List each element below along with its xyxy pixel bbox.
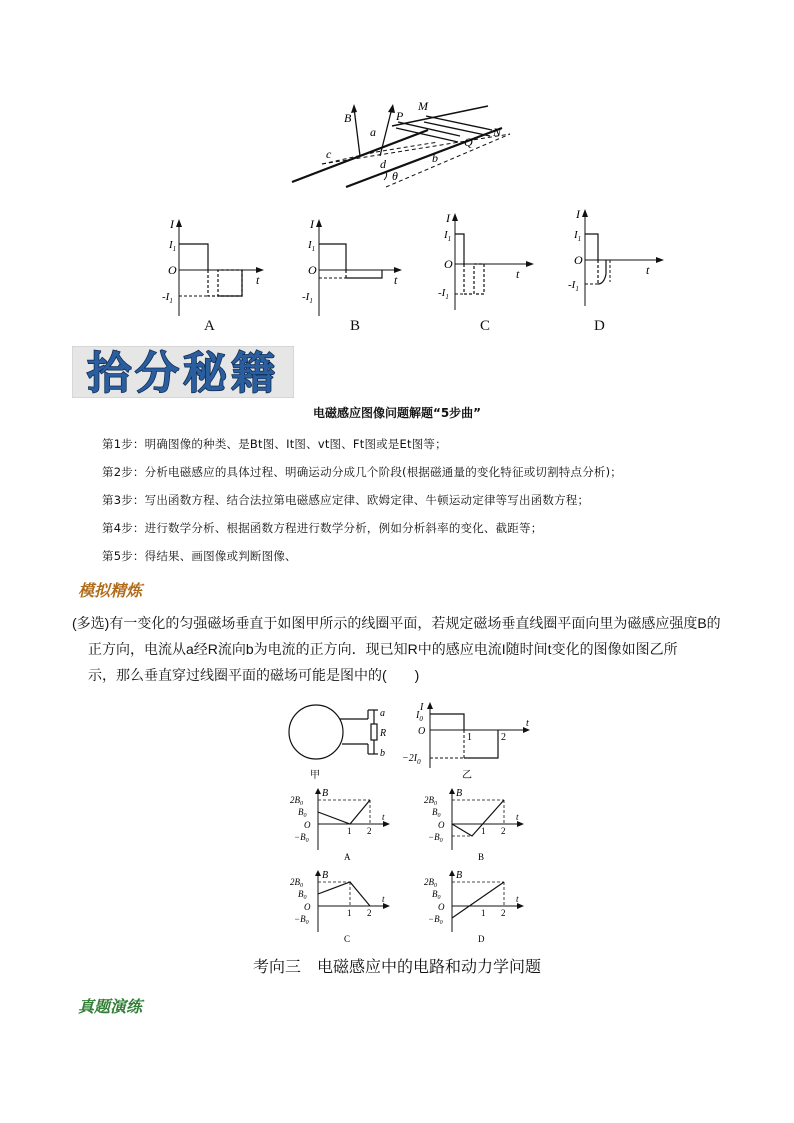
- origin-O: O: [168, 263, 177, 277]
- svg-text:−B0: $-B_0$: [294, 832, 309, 844]
- svg-text:2: 2: [501, 732, 506, 743]
- jia-a: a: [380, 708, 385, 719]
- b-graph-d-letter: D: [478, 934, 485, 944]
- svg-text:t: t: [646, 263, 650, 277]
- svg-text:2: 2: [367, 826, 372, 836]
- svg-text:-I1: $-I_1$: [162, 291, 173, 305]
- svg-text:I1: $I_1$: [444, 229, 452, 243]
- svg-text:O: O: [444, 257, 453, 271]
- svg-text:1: 1: [481, 826, 486, 836]
- svg-text:B: B: [456, 870, 463, 881]
- svg-text:t: t: [516, 894, 519, 904]
- figure-jia-coil: [282, 702, 392, 782]
- svg-text:B: B: [456, 788, 463, 799]
- jia-R: R: [380, 728, 387, 739]
- practice-heading: 模拟精炼: [78, 581, 143, 600]
- svg-text:−2I0: $-2I_0$: [402, 753, 421, 766]
- label-M: M: [418, 99, 428, 113]
- tick-I1: I: [169, 239, 173, 251]
- option-graph-d: [560, 204, 670, 314]
- option-graph-c: [430, 208, 540, 318]
- jia-b: b: [380, 748, 385, 759]
- svg-text:I0: $I_0$: [416, 710, 423, 723]
- svg-text:O: O: [438, 902, 445, 912]
- label-a: a: [370, 125, 376, 139]
- svg-text:−B0: $-B_0$: [428, 832, 443, 844]
- svg-text:t: t: [382, 812, 385, 822]
- label-N: N: [493, 125, 502, 139]
- svg-text:2: 2: [501, 908, 506, 918]
- svg-text:B0: $B_0$: [432, 889, 441, 901]
- svg-text:B0: $B_0$: [298, 807, 307, 819]
- svg-text:t: t: [526, 718, 529, 729]
- option-letter-d: D: [594, 318, 605, 334]
- question-line-1: (多选)有一变化的匀强磁场垂直于如图甲所示的线圈平面，若规定磁场垂直线圈平面向里为磁感应强度B的: [72, 615, 721, 631]
- label-b: b: [432, 151, 438, 165]
- svg-text:2: 2: [367, 908, 372, 918]
- svg-text:t: t: [516, 812, 519, 822]
- svg-text:I: I: [576, 207, 580, 221]
- svg-text:B0: $B_0$: [298, 889, 307, 901]
- svg-text:2B0: $2B_0$: [424, 795, 437, 807]
- banner-tips: [72, 346, 294, 398]
- step-2: 第2步：分析电磁感应的具体过程、明确运动分成几个阶段(根据磁通量的变化特征或切割特点分析)；: [102, 465, 622, 479]
- svg-text:1: 1: [481, 908, 486, 918]
- label-B: B: [344, 111, 352, 125]
- svg-text:1: 1: [467, 732, 472, 743]
- option-graph-a: [160, 214, 270, 324]
- section-title: 考向三 电磁感应中的电路和动力学问题: [252, 957, 541, 976]
- option-graph-b: [298, 214, 408, 324]
- svg-text:O: O: [574, 253, 583, 267]
- svg-text:B0: $B_0$: [432, 807, 441, 819]
- svg-text:2B0: $2B_0$: [290, 795, 303, 807]
- svg-text:t: t: [516, 267, 520, 281]
- svg-text:O: O: [304, 902, 311, 912]
- svg-text:I: I: [310, 217, 314, 231]
- svg-text:O: O: [438, 820, 445, 830]
- b-graph-c-letter: C: [344, 934, 351, 944]
- svg-text:B: B: [322, 788, 329, 799]
- tick-neg-I1: -I: [162, 291, 170, 303]
- b-graph-a: [286, 788, 396, 864]
- label-theta: θ: [392, 169, 398, 183]
- svg-text:O: O: [308, 263, 317, 277]
- svg-text:I1: $I_1$: [308, 239, 316, 253]
- real-exam-heading: 真题演练: [78, 997, 143, 1016]
- label-c: c: [326, 147, 332, 161]
- svg-text:2: 2: [501, 826, 506, 836]
- svg-text:2B0: $2B_0$: [424, 877, 437, 889]
- svg-text:B: B: [322, 870, 329, 881]
- svg-text:I: I: [446, 211, 450, 225]
- step-5: 第5步：得结果、画图像或判断图像、: [102, 549, 297, 563]
- jia-caption: 甲: [310, 770, 320, 781]
- svg-text:t: t: [394, 273, 398, 287]
- b-graph-b: [420, 788, 530, 864]
- svg-text:O: O: [418, 726, 426, 737]
- svg-text:I1: $I_1$: [169, 239, 177, 253]
- question-line-3: 示，那么垂直穿过线圈平面的磁场可能是图中的( ): [88, 667, 420, 683]
- b-graph-b-letter: B: [478, 852, 485, 862]
- step-3: 第3步：写出函数方程、结合法拉第电磁感应定律、欧姆定律、牛顿运动定律等写出函数方程；: [102, 493, 590, 507]
- svg-text:I: I: [420, 702, 424, 713]
- svg-text:−B0: $-B_0$: [428, 914, 443, 926]
- label-P: P: [396, 109, 404, 123]
- svg-text:-I1: $-I_1$: [438, 287, 449, 301]
- svg-text:1: 1: [347, 908, 352, 918]
- axis-t: t: [256, 273, 260, 287]
- svg-text:t: t: [382, 894, 385, 904]
- yi-caption: 乙: [462, 770, 472, 781]
- option-letter-a: A: [204, 318, 215, 334]
- step-1: 第1步：明确图像的种类、是Bt图、It图、vt图、Ft图或是Et图等；: [102, 437, 447, 451]
- question-line-2: 正方向，电流从a经R流向b为电流的正方向．现已知R中的感应电流I随时间t变化的图像如图乙所: [88, 641, 678, 657]
- banner-text: 拾分秘籍: [87, 348, 279, 398]
- svg-text:O: O: [304, 820, 311, 830]
- axis-I: I: [170, 217, 174, 231]
- svg-text:2B0: $2B_0$: [290, 877, 303, 889]
- b-graph-d: [420, 870, 530, 946]
- option-letter-c: C: [480, 318, 491, 334]
- svg-text:I1: $I_1$: [574, 229, 582, 243]
- steps-title: 电磁感应图像问题解题“5步曲”: [312, 406, 482, 420]
- svg-text:-I1: $-I_1$: [302, 291, 313, 305]
- label-d: d: [380, 157, 386, 171]
- b-graph-c: [286, 870, 396, 946]
- option-letter-b: B: [350, 318, 361, 334]
- svg-text:−B0: $-B_0$: [294, 914, 309, 926]
- rail-incline-figure: [288, 96, 518, 188]
- b-graph-a-letter: A: [344, 852, 351, 862]
- step-4: 第4步：进行数学分析、根据函数方程进行数学分析，例如分析斜率的变化、截距等；: [102, 521, 543, 535]
- svg-text:-I1: $-I_1$: [568, 279, 579, 293]
- figure-yi-current-graph: [400, 702, 540, 782]
- svg-text:1: 1: [347, 826, 352, 836]
- label-Q: Q: [464, 135, 473, 149]
